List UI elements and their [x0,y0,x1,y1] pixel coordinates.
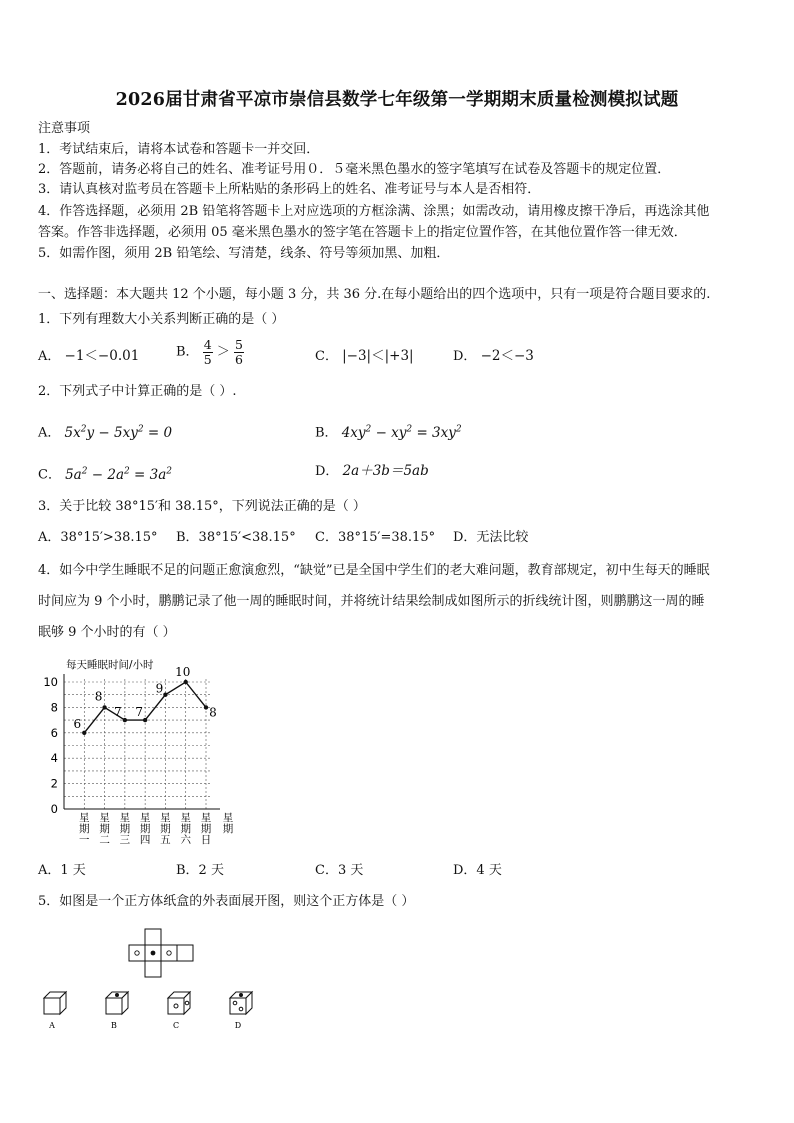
y-tick-label: 10 [43,675,58,689]
numerator: 5 [234,337,243,352]
x-tick-label: 期 [160,823,171,835]
solid-dot-icon [151,951,156,956]
net-face [177,945,193,961]
question-4-line: 4．如今中学生睡眠不足的问题正愈演愈烈，“缺觉”已是全国中学生们的老大难问题，教育部规定，初中生每天的睡眠 [38,563,710,578]
x-tick-label: 二 [99,834,110,846]
x-axis-label-char: 期 [222,823,234,835]
data-label: 8 [209,705,217,720]
x-tick-label: 星 [160,812,171,824]
q2-option-d [315,462,429,481]
q4-option-c: C．3 天 [315,863,364,878]
x-tick-label: 期 [200,823,212,835]
q3-option-c: C．38°15′=38.15° [315,530,436,545]
x-axis-label-char: 星 [222,812,234,824]
data-point [82,731,86,735]
cube-option-a [44,992,66,1014]
net-face-bottom [145,961,161,977]
x-tick-labels [79,812,212,846]
cube-options-figure [38,988,278,1032]
q3-option-a: A．38°15′>38.15° [38,530,158,545]
option-label: B． [315,425,338,441]
x-tick-label: 期 [119,823,131,835]
notice-item: 2．答题前，请务必将自己的姓名、准考证号用０．５毫米黑色墨水的签字笔填写在试卷及答题卡的规定位置． [38,162,671,177]
notice-item: 4．作答选择题，必须用 2B 铅笔将答题卡上对应选项的方框涂满、涂黑；如需改动，请用橡皮擦干净后，再选涂其他 [38,204,710,219]
y-axis-label: 每天睡眠时间/小时 [66,659,154,671]
q1-option-d [453,347,534,366]
data-point [102,705,106,709]
option-label: B． [176,344,199,360]
net-face [129,945,145,961]
q2-option-a [38,420,172,443]
option-label: C． [315,349,338,364]
notice-heading: 注意事项 [38,121,91,136]
sleep-line-chart [36,655,246,850]
option-label: C． [38,467,61,483]
data-label: 9 [155,681,164,696]
x-tick-label: 三 [119,834,131,846]
option-label: A． [38,349,61,364]
x-tick-label: 期 [79,823,90,835]
q4-option-a: A．1 天 [38,863,86,878]
fraction [203,338,213,367]
option-letter: C [172,1021,180,1030]
y-tick-labels [43,675,58,816]
option-math: |−3|＜|+3| [342,348,414,364]
option-label: D． [315,464,339,479]
option-math: $4xy^2 - xy^2 = 3xy^2$ [341,424,462,441]
denominator: 5 [203,352,212,367]
data-point [143,718,147,722]
chart-grid [64,679,212,809]
data-label: 7 [114,705,122,720]
cube-option-d [230,992,252,1014]
question-4-line: 时间应为 9 个小时，鹏鹏记录了他一周的睡眠时间，并将统计结果绘制成如图所示的折线统计图，则鹏鹏这一周的睡 [38,594,705,609]
question-4-line: 眠够 9 个小时的有（ ） [38,625,176,640]
data-point [123,718,127,722]
question-1-stem: 1．下列有理数大小关系判断正确的是（ ） [38,312,285,327]
cube-option-c [168,992,190,1014]
q2-option-c [38,462,172,485]
option-math: −1＜−0.01 [64,348,140,364]
q4-option-d: D．4 天 [453,863,502,878]
data-label: 8 [94,689,103,704]
option-letter: B [111,1021,117,1030]
y-tick-label: 4 [50,751,58,766]
x-tick-label: 期 [99,823,110,835]
notice-item: 1．考试结束后，请将本试卷和答题卡一并交回． [38,142,320,157]
x-tick-label: 星 [99,812,110,824]
chart-axes [64,674,220,809]
x-tick-label: 五 [160,834,171,846]
option-math: $5x^2y - 5xy^2 = 0$ [64,424,173,441]
option-label: A． [38,425,61,441]
option-letter: A [49,1021,55,1030]
x-tick-label: 日 [200,834,212,846]
data-label: 10 [175,665,191,679]
x-tick-label: 四 [139,834,151,846]
denominator: 6 [234,352,243,367]
option-math: −2＜−3 [480,348,534,364]
q3-option-d: D．无法比较 [453,530,529,545]
y-tick-label: 0 [50,802,58,816]
numerator: 4 [203,337,212,352]
q1-option-b [176,338,244,367]
question-3-stem: 3．关于比较 38°15′和 38.15°，下列说法正确的是（ ） [38,499,366,514]
x-tick-label: 星 [200,812,212,824]
q1-option-a [38,347,139,366]
data-point [204,705,208,709]
x-tick-label: 一 [79,834,90,846]
q1-option-c [315,347,414,366]
y-tick-label: 8 [50,700,58,715]
data-point [184,680,188,684]
data-label: 7 [135,705,143,720]
cube-net-figure [128,928,194,980]
x-tick-label: 六 [180,834,191,846]
x-tick-label: 星 [119,812,131,824]
data-label: 6 [73,716,82,731]
option-label: D． [453,349,477,364]
x-tick-label: 星 [139,812,151,824]
notice-item: 答案。作答非选择题，必须用 05 毫米黑色墨水的签字笔在答题卡上的指定位置作答，在其他位置作答一律无效． [38,225,687,240]
operator: ＞ [216,344,230,360]
fraction [234,338,244,367]
notice-item: 3．请认真核对监考员在答题卡上所粘贴的条形码上的姓名、准考证号与本人是否相符． [38,182,541,197]
q2-option-b [315,420,462,443]
x-tick-label: 期 [180,823,191,835]
data-point [163,693,167,697]
option-math: $5a^2 - 2a^2 = 3a^2$ [65,466,173,483]
x-axis-label [223,812,234,835]
question-5-stem: 5．如图是一个正方体纸盒的外表面展开图，则这个正方体是（ ） [38,894,415,909]
option-math: 2a＋3b＝5ab [342,463,429,479]
cube-option-b [106,992,128,1014]
question-2-stem: 2．下列式子中计算正确的是（ ）. [38,384,237,399]
net-face [161,945,177,961]
net-face-top [145,929,161,945]
option-letter: D [234,1021,242,1030]
x-tick-label: 星 [180,812,191,824]
y-tick-label: 6 [50,725,58,740]
q4-option-b: B．2 天 [176,863,224,878]
q3-option-b: B．38°15′<38.15° [176,530,296,545]
page-title: 2026届甘肃省平凉市崇信县数学七年级第一学期期末质量检测模拟试题 [115,90,679,110]
notice-item: 5．如需作图，须用 2B 铅笔绘、写清楚，线条、符号等须加黑、加粗． [38,246,450,261]
y-tick-label: 2 [50,776,58,791]
x-tick-label: 星 [79,812,90,824]
x-tick-label: 期 [139,823,151,835]
section-heading: 一、选择题：本大题共 12 个小题，每小题 3 分，共 36 分.在每小题给出的四个选项中，只有一项是符合题目要求的. [38,287,711,302]
